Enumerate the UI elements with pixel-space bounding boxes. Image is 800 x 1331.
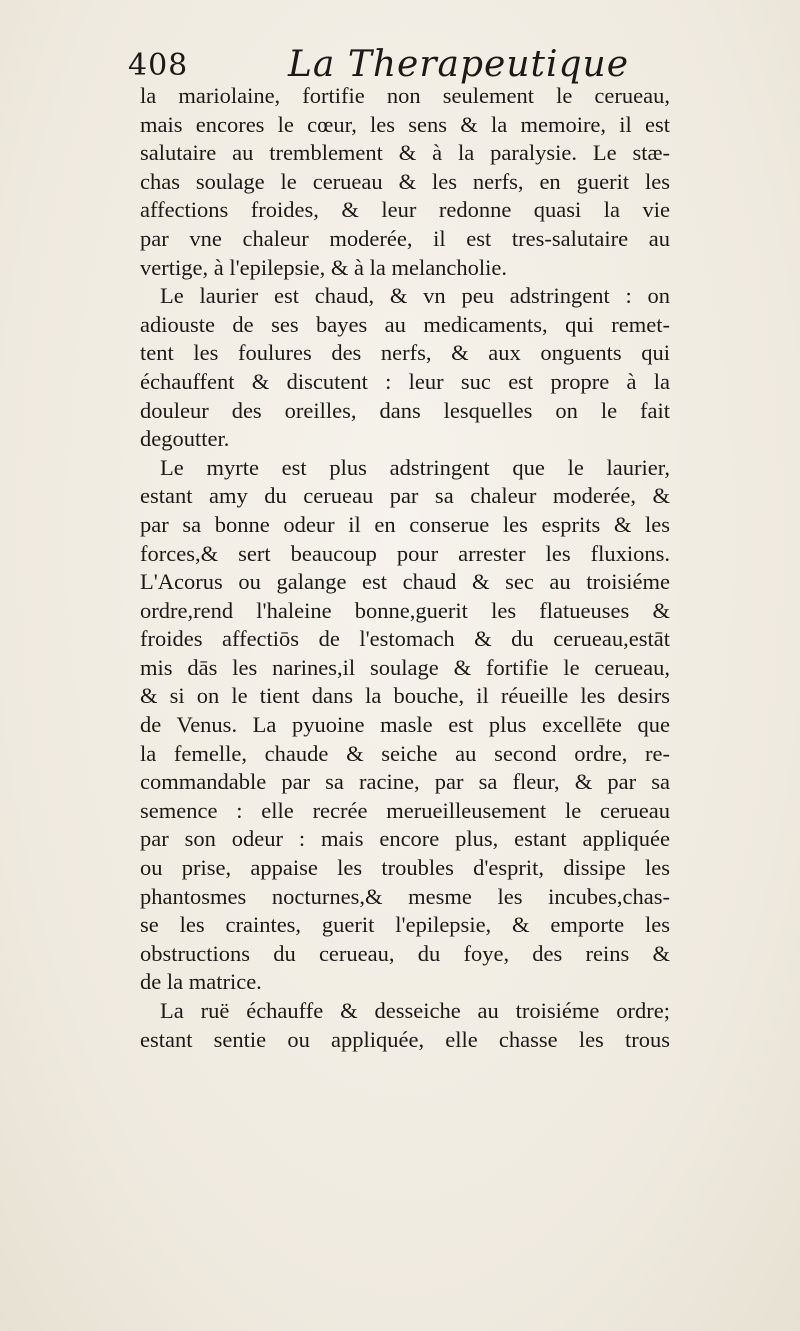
text-line: par vne chaleur moderée, il est tres-salutaire au [140,225,670,251]
running-title: La Therapeutique [288,44,630,85]
text-line: douleur des oreilles, dans lesquelles on le fait [140,397,670,423]
text-line: la mariolaine, fortifie non seulement le cerueau, [140,83,670,108]
text-line: phantosmes nocturnes,& mesme les incubes,chas- [140,883,670,909]
text-line: de la matrice. [140,969,262,995]
text-line: Le myrte est plus adstringent que le laurier, [160,454,670,480]
text-line: estant amy du cerueau par sa chaleur moderée, & [140,483,670,509]
text-line: adiouste de ses bayes au medicaments, qui remet- [140,311,670,337]
text-line: estant sentie ou appliquée, elle chasse les trous [140,1026,670,1052]
text-line: commandable par sa racine, par sa fleur, & par sa [140,769,670,795]
text-line: tent les foulures des nerfs, & aux onguents qui [140,340,670,366]
text-line: par son odeur : mais encore plus, estant appliquée [140,826,670,852]
text-line: se les craintes, guerit l'epilepsie, & emporte les [140,912,670,938]
text-line: affections froides, & leur redonne quasi la vie [140,197,670,223]
text-line: La ruë échauffe & desseiche au troisiéme ordre; [160,998,670,1023]
text-line: & si on le tient dans la bouche, il réueille les desirs [140,683,670,709]
text-line: semence : elle recrée merueilleusement le cerueau [140,797,670,823]
text-line: vertige, à l'epilepsie, & à la melancholie. [140,254,508,280]
text-line: ordre,rend l'haleine bonne,guerit les flatueuses & [140,597,670,623]
text-line: la femelle, chaude & seiche au second ordre, re- [140,740,670,766]
text-line: par sa bonne odeur il en conserue les esprits & les [140,511,670,537]
text-line: mis dās les narines,il soulage & fortifie le cerueau, [140,654,670,680]
text-line: salutaire au tremblement & à la paralysie. Le stæ- [140,140,670,166]
text-line: échauffent & discutent : leur suc est propre à la [140,368,670,394]
text-line: mais encores le cœur, les sens & la memoire, il est [140,111,670,137]
text-line: forces,& sert beaucoup pour arrester les fluxions. [140,540,670,566]
body-text [140,82,670,1054]
text-line: de Venus. La pyuoine masle est plus excellēte que [140,712,670,738]
text-line: chas soulage le cerueau & les nerfs, en guerit les [140,168,670,194]
page-number: 408 [128,48,189,83]
text-line: froides affectiōs de l'estomach & du cerueau,estāt [140,626,670,652]
text-line: Le laurier est chaud, & vn peu adstringent : on [160,283,670,309]
text-line: obstructions du cerueau, du foye, des reins & [140,940,670,966]
text-line: L'Acorus ou galange est chaud & sec au troisiéme [140,569,670,595]
text-line: ou prise, appaise les troubles d'esprit, dissipe les [140,855,670,881]
text-line: degoutter. [140,426,230,452]
